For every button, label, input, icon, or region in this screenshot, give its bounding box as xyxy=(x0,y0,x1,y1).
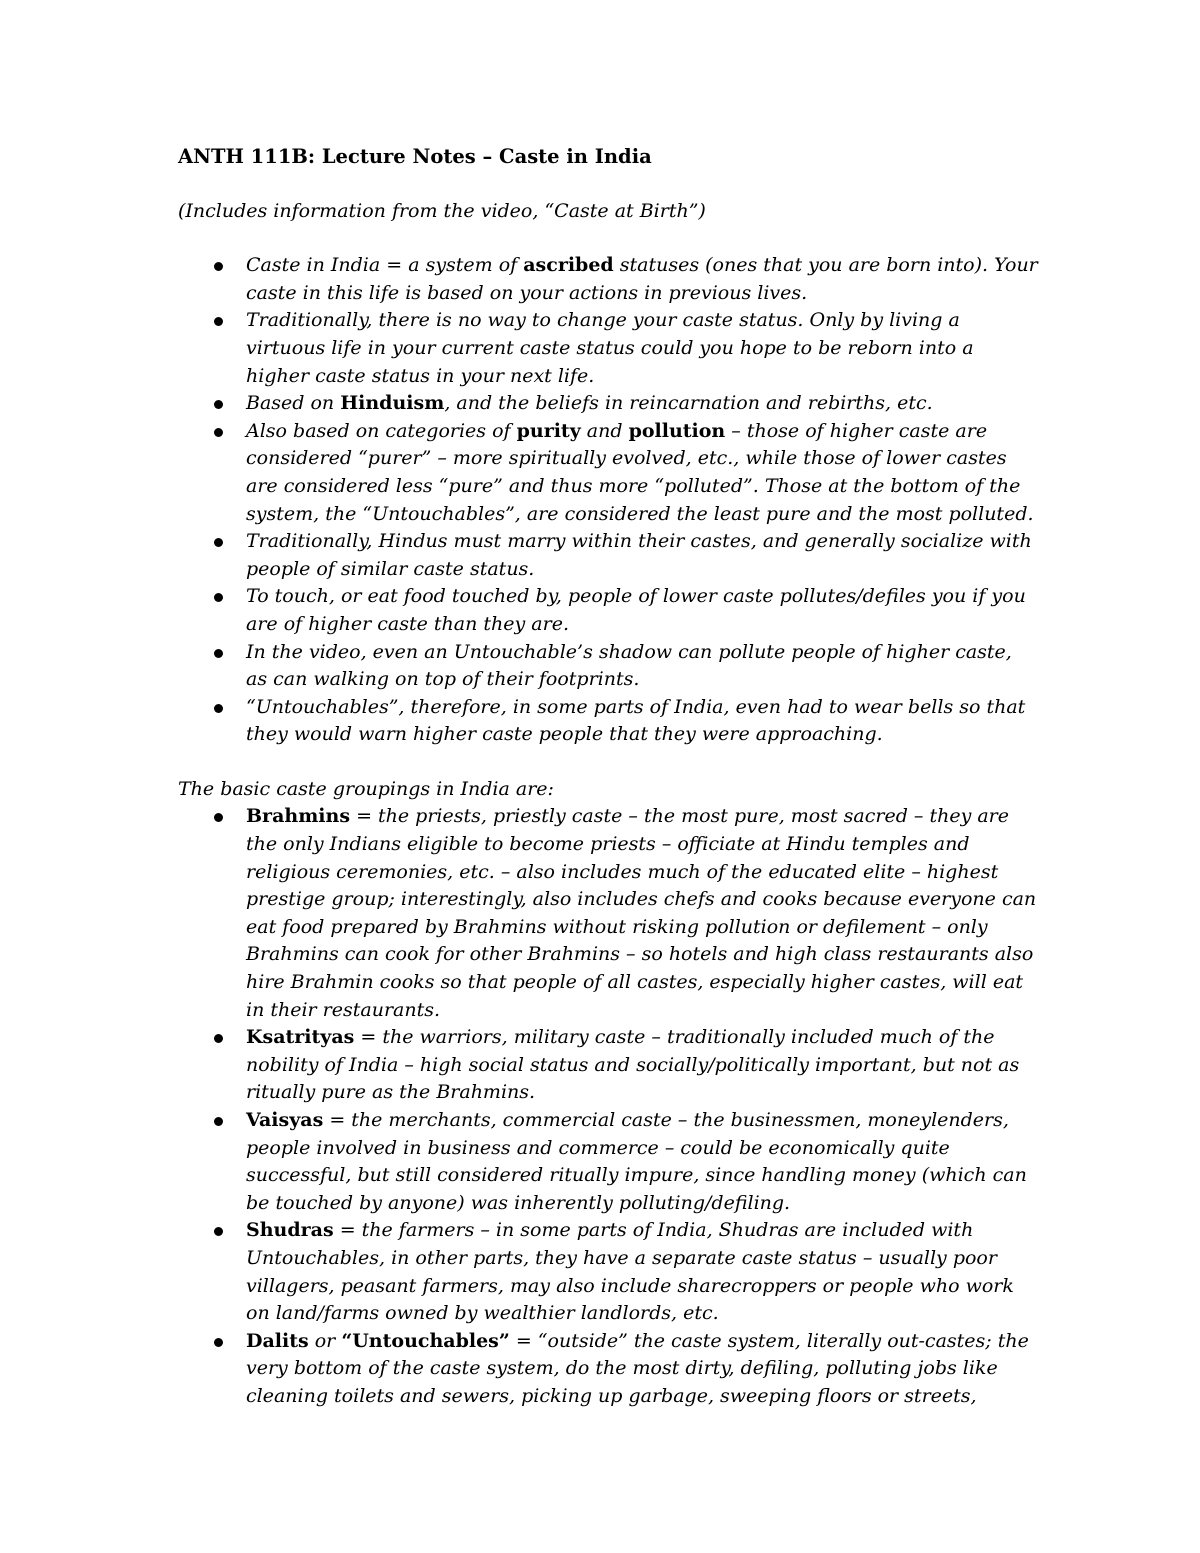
list-item: Dalits or “Untouchables” = “outside” the caste system, literally out-castes; the very bottom of the caste system, do the most dirty, defiling, polluting jobs like cleaning toilets and sewers, picking up garbage, sweeping floors or streets, xyxy=(178,1328,1038,1411)
bullet-icon xyxy=(214,649,223,658)
bullet-icon xyxy=(214,593,223,602)
list-item: Brahmins = the priests, priestly caste – the most pure, most sacred – they are the only Indians eligible to become priests – officiate at Hindu temples and religious ceremonies, etc. – also includes much of the educated elite – highest prestige group; interestingly, also includes chefs and cooks because everyone can eat food prepared by Brahmins without risking pollution or defilement – only Brahmins can cook for other Brahmins – so hotels and high class restaurants also hire Brahmin cooks so that people of all castes, especially higher castes, will eat in their restaurants. xyxy=(178,803,1038,1024)
bullet-icon xyxy=(214,1117,223,1126)
general-bullet-list xyxy=(178,252,1038,749)
document-page xyxy=(178,143,1038,1411)
list-item: Traditionally, Hindus must marry within their castes, and generally socialize with people of similar caste status. xyxy=(178,528,1038,583)
list-item: Also based on categories of purity and pollution – those of higher caste are considered “purer” – more spiritually evolved, etc., while those of lower castes are considered less “pure” and thus more “polluted”. Those at the bottom of the system, the “Untouchables”, are considered the least pure and the most polluted. xyxy=(178,418,1038,528)
paragraph-spacer xyxy=(178,749,1038,776)
document-subtitle: (Includes information from the video, “Caste at Birth”) xyxy=(178,199,706,222)
list-item: Caste in India = a system of ascribed statuses (ones that you are born into). Your caste in this life is based on your actions in previous lives. xyxy=(178,252,1038,307)
list-item: In the video, even an Untouchable’s shadow can pollute people of higher caste, as can walking on top of their footprints. xyxy=(178,639,1038,694)
list-item: Ksatrityas = the warriors, military caste – traditionally included much of the nobility of India – high social status and socially/politically important, but not as ritually pure as the Brahmins. xyxy=(178,1024,1038,1107)
bullet-icon xyxy=(214,317,223,326)
bullet-icon xyxy=(214,262,223,271)
bullet-icon xyxy=(214,1227,223,1236)
bullet-icon xyxy=(214,813,223,822)
caste-groupings-list xyxy=(178,803,1038,1410)
bullet-icon xyxy=(214,538,223,547)
bullet-icon xyxy=(214,428,223,437)
groupings-intro: The basic caste groupings in India are: xyxy=(178,777,554,800)
list-item: “Untouchables”, therefore, in some parts of India, even had to wear bells so that they would warn higher caste people that they were approaching. xyxy=(178,694,1038,749)
bullet-icon xyxy=(214,1338,223,1347)
bullet-icon xyxy=(214,1034,223,1043)
document-title: ANTH 111B: Lecture Notes – Caste in India xyxy=(178,145,652,168)
list-item: Shudras = the farmers – in some parts of India, Shudras are included with Untouchables, in other parts, they have a separate caste status – usually poor villagers, peasant farmers, may also include sharecroppers or people who work on land/farms owned by wealthier landlords, etc. xyxy=(178,1217,1038,1327)
bullet-icon xyxy=(214,400,223,409)
list-item: Traditionally, there is no way to change your caste status. Only by living a virtuous life in your current caste status could you hope to be reborn into a higher caste status in your next life. xyxy=(178,307,1038,390)
list-item: To touch, or eat food touched by, people of lower caste pollutes/defiles you if you are of higher caste than they are. xyxy=(178,583,1038,638)
bullet-icon xyxy=(214,704,223,713)
list-item: Based on Hinduism, and the beliefs in reincarnation and rebirths, etc. xyxy=(178,390,1038,418)
list-item: Vaisyas = the merchants, commercial caste – the businessmen, moneylenders, people involved in business and commerce – could be economically quite successful, but still considered ritually impure, since handling money (which can be touched by anyone) was inherently polluting/defiling. xyxy=(178,1107,1038,1217)
